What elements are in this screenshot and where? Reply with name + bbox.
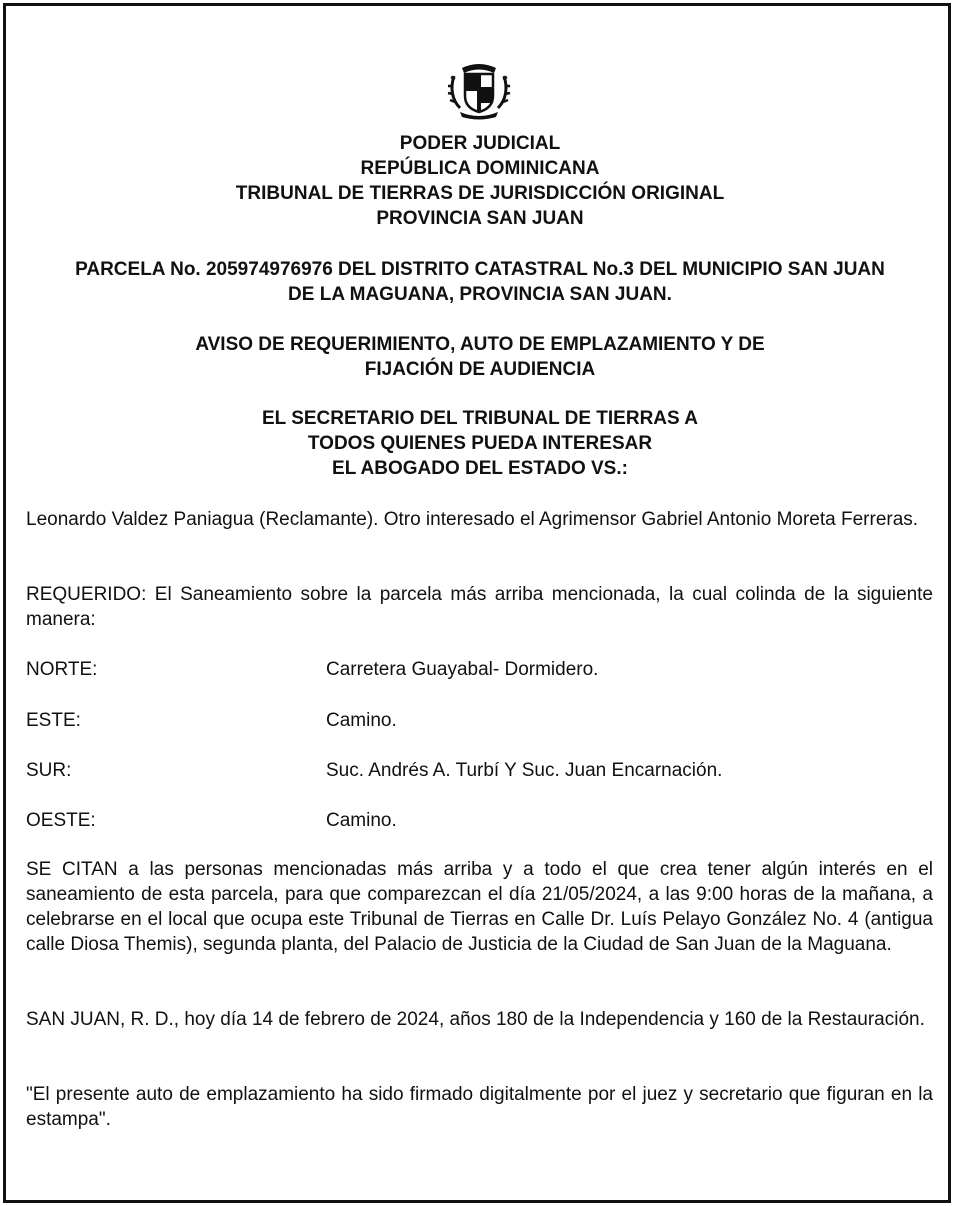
header-line-1: PODER JUDICIAL	[399, 133, 561, 154]
parcel-line-1: PARCELA No. 205974976976 DEL DISTRITO CATASTRAL No.3 DEL MUNICIPIO SAN JUAN	[75, 259, 885, 280]
boundary-label-west: OESTE:	[26, 810, 96, 831]
parties-paragraph: Leonardo Valdez Paniagua (Reclamante). Otro interesado el Agrimensor Gabriel Antonio Moreta Ferreras.	[26, 509, 919, 530]
header-line-2: REPÚBLICA DOMINICANA	[360, 158, 600, 179]
header-line-4: PROVINCIA SAN JUAN	[376, 208, 584, 229]
boundary-value-east: Camino.	[326, 710, 397, 731]
address-line-3: EL ABOGADO DEL ESTADO VS.:	[332, 458, 628, 479]
boundary-value-north: Carretera Guayabal- Dormidero.	[326, 659, 599, 680]
court-header	[6, 131, 954, 231]
parcel-line-2: DE LA MAGUANA, PROVINCIA SAN JUAN.	[288, 284, 672, 305]
boundary-value-south: Suc. Andrés A. Turbí Y Suc. Juan Encarnación.	[326, 760, 723, 781]
notice-title-line-1: AVISO DE REQUERIMIENTO, AUTO DE EMPLAZAMIENTO Y DE	[195, 334, 765, 355]
date-place-paragraph: SAN JUAN, R. D., hoy día 14 de febrero de 2024, años 180 de la Independencia y 160 de la Restauración.	[26, 1009, 925, 1030]
notice-frame	[3, 3, 951, 1203]
citation-paragraph: SE CITAN a las personas mencionadas más arriba y a todo el que crea tener algún interés en el saneamiento de esta parcela, para que comparezcan el día 21/05/2024, a las 9:00 horas de la mañana, a celebrarse en el local que ocupa este Tribunal de Tierras en Calle Dr. Luís Pelayo González No. 4 (antigua calle Diosa Themis), segunda planta, del Palacio de Justicia de la Ciudad de San Juan de la Maguana.	[26, 859, 933, 955]
signature-note-paragraph: "El presente auto de emplazamiento ha sido firmado digitalmente por el juez y secretario que figuran en la estampa".	[26, 1084, 933, 1130]
requerido-paragraph: REQUERIDO: El Saneamiento sobre la parcela más arriba mencionada, la cual colinda de la siguiente manera:	[26, 584, 933, 630]
boundary-value-west: Camino.	[326, 810, 397, 831]
addressee-heading	[6, 406, 954, 481]
boundary-label-east: ESTE:	[26, 710, 81, 731]
notice-title-line-2: FIJACIÓN DE AUDIENCIA	[364, 359, 596, 380]
boundary-label-north: NORTE:	[26, 659, 98, 680]
boundary-label-south: SUR:	[26, 760, 72, 781]
notice-title	[6, 332, 954, 382]
parcel-heading	[6, 257, 954, 307]
address-line-1: EL SECRETARIO DEL TRIBUNAL DE TIERRAS A	[262, 408, 698, 429]
header-line-3: TRIBUNAL DE TIERRAS DE JURISDICCIÓN ORIGINAL	[235, 183, 725, 204]
address-line-2: TODOS QUIENES PUEDA INTERESAR	[307, 433, 653, 454]
coat-of-arms-icon	[446, 56, 512, 122]
